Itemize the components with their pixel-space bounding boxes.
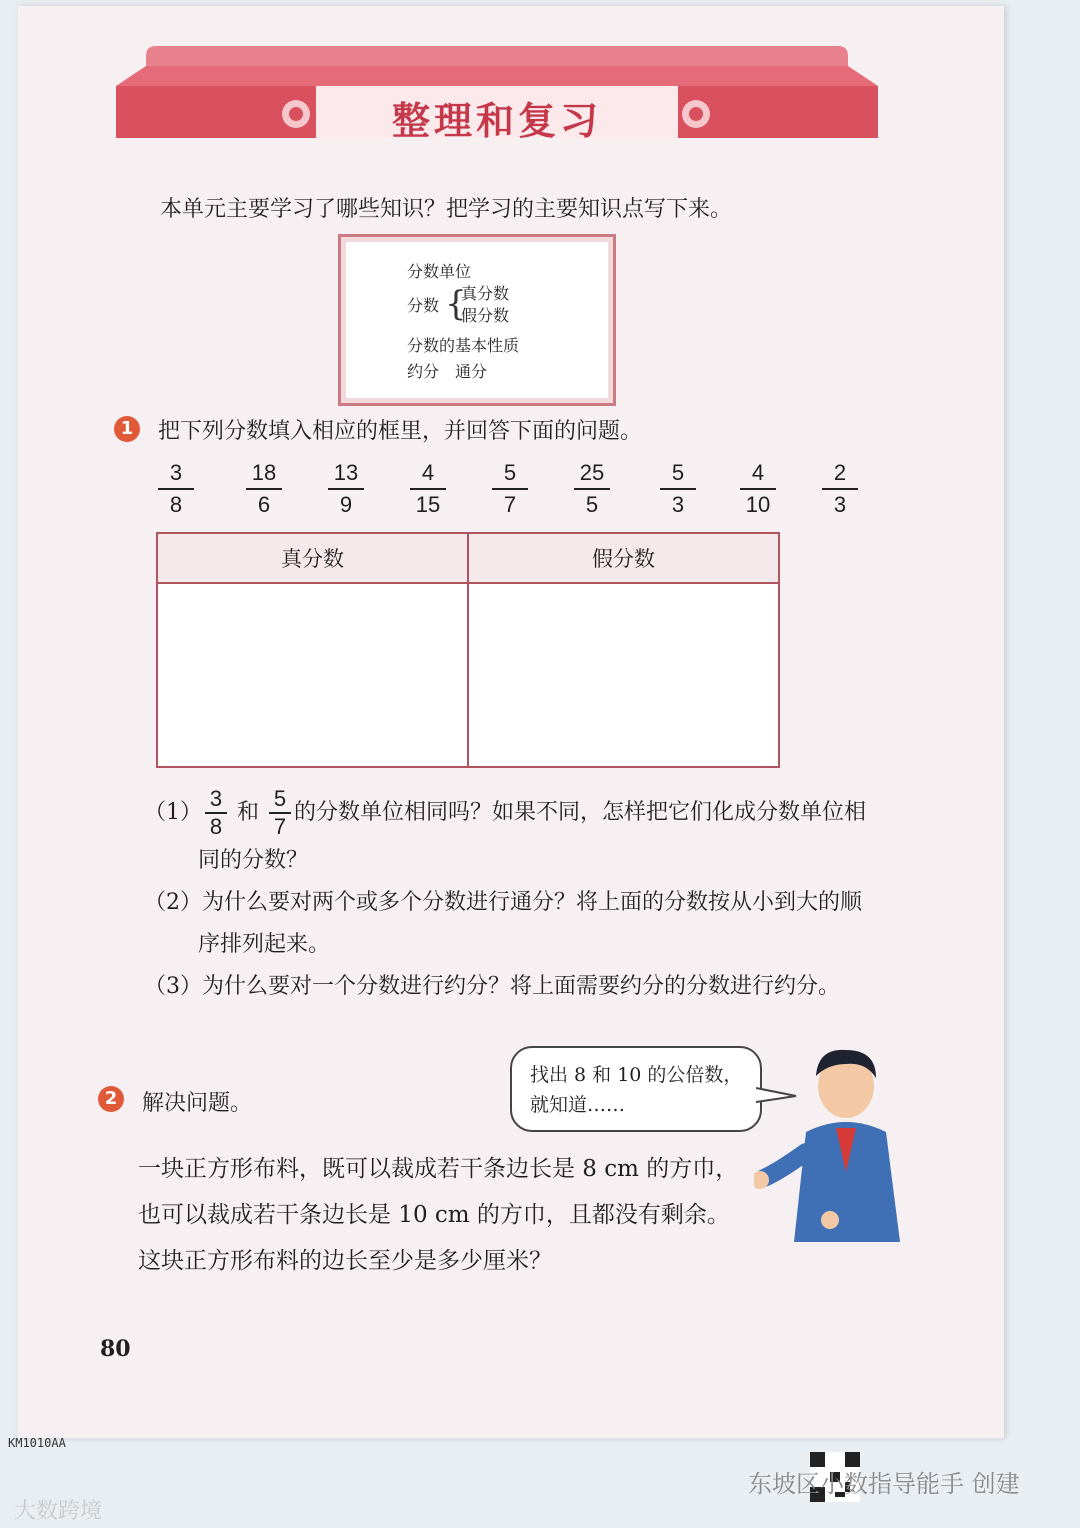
kb-improper-fraction: 假分数 bbox=[461, 306, 510, 325]
student-illustration-icon bbox=[754, 1042, 914, 1252]
page-title: 整理和复习 bbox=[391, 98, 602, 143]
title-banner bbox=[116, 46, 878, 142]
kb-reduce-common: 约分 通分 bbox=[407, 362, 488, 381]
fraction: $\frac{3}{8}$ bbox=[202, 788, 230, 838]
header-improper-fraction: 假分数 bbox=[468, 533, 779, 583]
fraction: 4 15 bbox=[398, 460, 458, 518]
fraction-sort-table bbox=[156, 532, 780, 768]
fraction: 25 5 bbox=[562, 460, 622, 518]
sub-question-1-cont: 同的分数？ bbox=[198, 848, 309, 873]
intro-text: 本单元主要学习了哪些知识？把学习的主要知识点写下来。 bbox=[160, 197, 733, 222]
fraction: 3 8 bbox=[146, 460, 206, 518]
sub-question-2: （2）为什么要对两个或多个分数进行通分？将上面的分数按从小到大的顺 bbox=[144, 890, 862, 915]
fraction: 13 9 bbox=[316, 460, 376, 518]
improper-fraction-cell[interactable] bbox=[468, 583, 779, 767]
problem-line-1: 一块正方形布料，既可以裁成若干条边长是 8 cm 的方巾， bbox=[138, 1156, 739, 1182]
footer-code: KM1010AA bbox=[8, 1436, 66, 1450]
question-1-text: 把下列分数填入相应的框里，并回答下面的问题。 bbox=[158, 419, 643, 444]
kb-fraction: 分数 bbox=[407, 296, 440, 315]
knowledge-summary-box bbox=[338, 234, 616, 406]
problem-line-2: 也可以裁成若干条边长是 10 cm 的方巾，且都没有剩余。 bbox=[138, 1202, 730, 1228]
fraction: $\frac{5}{7}$ bbox=[266, 788, 294, 838]
kb-fraction-unit: 分数单位 bbox=[407, 262, 472, 281]
fraction: 4 10 bbox=[728, 460, 788, 518]
fraction: 5 7 bbox=[480, 460, 540, 518]
fraction: 18 6 bbox=[234, 460, 294, 518]
bubble-line-1: 找出 8 和 10 的公倍数， bbox=[530, 1064, 743, 1086]
proper-fraction-cell[interactable] bbox=[157, 583, 468, 767]
header-proper-fraction: 真分数 bbox=[157, 533, 468, 583]
fraction: 5 3 bbox=[648, 460, 708, 518]
question-number-badge: 2 bbox=[98, 1086, 124, 1112]
watermark-right: 东坡区小数指导能手 创建 bbox=[748, 1470, 1020, 1498]
kb-proper-fraction: 真分数 bbox=[461, 284, 510, 303]
sub-question-1: （1） $\frac{3}{8}$ 和 $\frac{5}{7}$ 的分数单位相同吗？如果不同，怎样把它们化成分数单位相 bbox=[144, 786, 867, 839]
page-number: 80 bbox=[100, 1336, 131, 1362]
question-number-badge: 1 bbox=[114, 416, 140, 442]
watermark-left: 大数跨境 bbox=[14, 1499, 103, 1524]
question-2-title: 解决问题。 bbox=[142, 1091, 253, 1116]
brace-icon: { bbox=[445, 284, 467, 324]
bubble-line-2: 就知道…… bbox=[530, 1094, 626, 1116]
fraction: 2 3 bbox=[810, 460, 870, 518]
speech-bubble bbox=[510, 1046, 762, 1132]
problem-line-3: 这块正方形布料的边长至少是多少厘米？ bbox=[138, 1248, 552, 1274]
sub-question-2-cont: 序排列起来。 bbox=[198, 932, 331, 957]
textbook-page bbox=[18, 6, 1004, 1438]
sub-question-3: （3）为什么要对一个分数进行约分？将上面需要约分的分数进行约分。 bbox=[144, 974, 840, 999]
kb-basic-property: 分数的基本性质 bbox=[407, 336, 520, 355]
